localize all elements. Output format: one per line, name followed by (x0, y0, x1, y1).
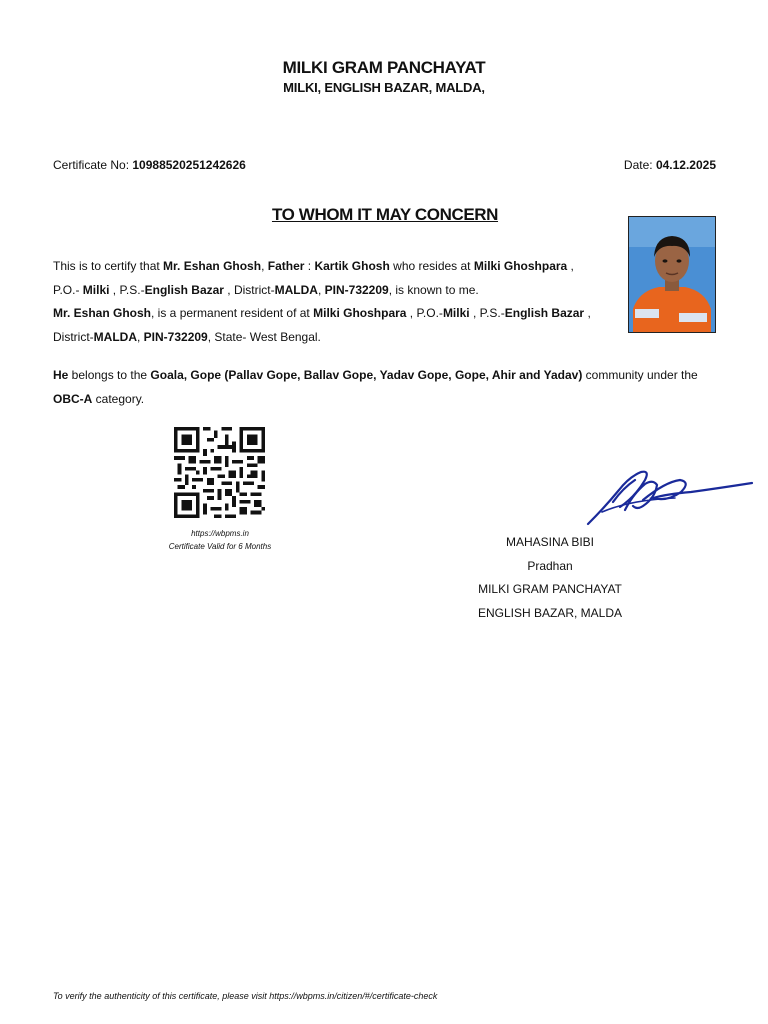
pradhan-signature (495, 452, 755, 530)
village: Milki Ghoshpara (473, 259, 568, 273)
post-office: Milki (82, 282, 110, 297)
text: category. (92, 391, 145, 406)
text: , P.S.- (109, 282, 145, 297)
document-title: TO WHOM IT MAY CONCERN (271, 205, 499, 224)
verification-qr-code[interactable] (174, 427, 265, 518)
text: , P.S.- (469, 306, 505, 320)
pin-code: PIN-732209 (143, 329, 208, 344)
pin-code: PIN-732209 (324, 282, 389, 297)
org-address: MILKI, ENGLISH BAZAR, MALDA, (283, 80, 485, 95)
text: : (304, 259, 315, 273)
father-name: Kartik Ghosh (314, 259, 390, 273)
text: , State- West Bengal. (207, 329, 321, 344)
police-station: English Bazar (504, 306, 585, 320)
police-station: English Bazar (144, 282, 224, 297)
district: MALDA (274, 282, 318, 297)
certificate-date (624, 158, 716, 172)
verification-footer: To verify the authenticity of this certificate, please visit https://wbpms.in/citizen/#/certificate-check (53, 991, 438, 1001)
signatory-office: MILKI GRAM PANCHAYAT (478, 582, 622, 596)
date-value: 04.12.2025 (655, 158, 716, 172)
date-label: Date: (623, 158, 653, 172)
category: OBC-A (53, 391, 93, 406)
certification-paragraph: This is to certify that Mr. Eshan Ghosh, Father : Kartik Ghosh who resides at Milki Ghoshpara , P.O.- Milki , P.S.-English Bazar , District-MALDA, PIN-732209, is known to me. Mr. Eshan Ghosh, is a permanent resident of at Milki Ghoshpara , P.O.-Milki , P.S.-English Bazar , District-MALDA, PIN-732209, State- West Bengal. (53, 259, 591, 344)
signatory-office-address: ENGLISH BAZAR, MALDA (477, 605, 623, 620)
text: , (261, 259, 265, 273)
text: , is a permanent resident of at (151, 306, 314, 320)
text: This is to certify that (53, 259, 164, 273)
applicant-photo-image (629, 217, 715, 332)
signatory-block (465, 531, 635, 625)
community-paragraph (53, 364, 723, 411)
district: MALDA (93, 329, 137, 344)
father-label: Father (267, 259, 305, 273)
qr-validity-note: Certificate Valid for 6 Months (168, 542, 272, 551)
qr-url: https://wbpms.in (191, 529, 249, 538)
text: , is known to me. (388, 282, 479, 297)
text: community under the (582, 368, 698, 382)
text: belongs to the (68, 368, 151, 382)
text: , P.O.- (406, 306, 443, 320)
text: District- (53, 329, 94, 344)
post-office: Milki (442, 306, 470, 320)
certificate-number (53, 158, 246, 172)
person-name: Mr. Eshan Ghosh (163, 259, 262, 273)
signatory-designation: Pradhan (527, 558, 573, 573)
org-name: MILKI GRAM PANCHAYAT (282, 58, 486, 77)
certificate-number-value: 10988520251242626 (132, 158, 246, 172)
community: Goala, Gope (Pallav Gope, Ballav Gope, Yadav Gope, Gope, Ahir and Yadav) (150, 368, 583, 382)
applicant-photo (628, 216, 716, 333)
signatory-name: MAHASINA BIBI (505, 535, 595, 549)
text: who resides at (389, 259, 474, 273)
person-name: Mr. Eshan Ghosh (53, 306, 152, 320)
pronoun: He (53, 368, 69, 382)
certificate-number-label: Certificate No: (53, 158, 130, 172)
text: , District- (223, 282, 275, 297)
village: Milki Ghoshpara (313, 306, 407, 320)
